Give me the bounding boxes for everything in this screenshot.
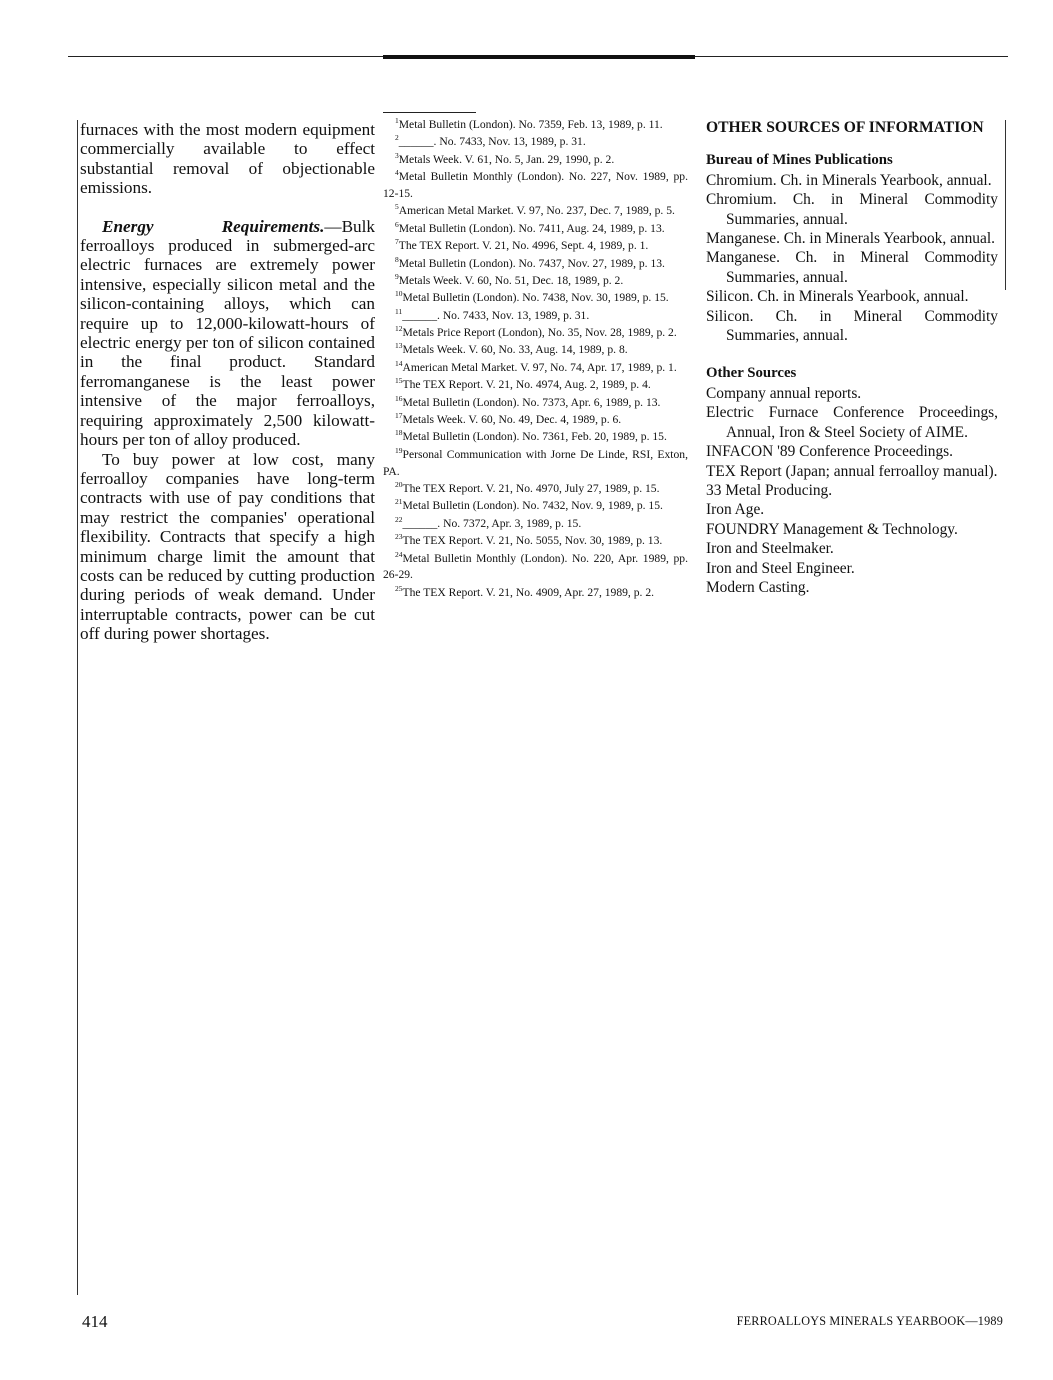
footnote-number: 7 <box>395 237 399 247</box>
footnote-number: 14 <box>395 359 403 369</box>
footnote-text: American Metal Market. V. 97, No. 237, Dec. 7, 1989, p. 5. <box>398 204 675 218</box>
footnote-text: Metal Bulletin (London). No. 7432, Nov. 9, 1989, p. 15. <box>402 499 663 513</box>
footnote-number: 23 <box>395 532 403 542</box>
source-entry: Manganese. Ch. in Minerals Yearbook, annual. <box>706 230 995 248</box>
footnote-text: Metals Week. V. 60, No. 51, Dec. 18, 1989, p. 2. <box>398 273 624 287</box>
footnote <box>383 203 688 220</box>
bureau-list <box>706 171 998 346</box>
source-entry: Iron and Steel Engineer. <box>706 559 855 577</box>
page-number: 414 <box>82 1312 108 1331</box>
footnote-number: 21 <box>395 497 403 507</box>
paragraph-power-contracts: To buy power at low cost, many ferroalloy companies have long-term contracts with use of pay conditions that may restrict the companies' operational flexibility. Contracts that specify a high minimum charge limit the amount that costs can be reduced by cutting production during periods of weak demand. Under interruptable contracts, power can be cut off during power shortages. <box>80 449 375 644</box>
footnote <box>383 256 688 273</box>
source-entry: Silicon. Ch. in Mineral Commodity Summaries, annual. <box>706 307 998 345</box>
footnote-number: 17 <box>395 411 403 421</box>
footnote-number: 4 <box>395 168 399 178</box>
footnote-text: American Metal Market. V. 97, No. 74, Apr. 17, 1989, p. 1. <box>402 360 677 374</box>
footnote-text: Metal Bulletin Monthly (London). No. 227, Nov. 1989, pp. 12-15. <box>383 170 688 200</box>
footnote-number: 2 <box>395 133 399 143</box>
source-entry: Electric Furnace Conference Proceedings, Annual, Iron & Steel Society of AIME. <box>706 404 998 441</box>
source-entry: Manganese. Ch. in Mineral Commodity Summaries, annual. <box>706 249 998 286</box>
footnote <box>383 325 688 342</box>
footnote-text: The TEX Report. V. 21, No. 5055, Nov. 30, 1989, p. 13. <box>402 534 663 548</box>
footnote <box>383 429 688 446</box>
footnote <box>383 221 688 238</box>
footnote-text: Metal Bulletin (London). No. 7411, Aug. 24, 1989, p. 13. <box>398 221 665 235</box>
footnote-text: ______. No. 7433, Nov. 13, 1989, p. 31. <box>402 308 590 322</box>
source-entry: 33 Metal Producing. <box>706 481 833 499</box>
footnote-text: Personal Communication with Jorne De Linde, RSI, Exton, PA. <box>383 447 688 478</box>
paragraph-emissions: furnaces with the most modern equipment commercially available to effect substantial removal of objectionable emissions. <box>80 120 375 198</box>
footnote-number: 25 <box>395 583 403 593</box>
footnote-text: Metal Bulletin Monthly (London). No. 220, Apr. 1989, pp. 26-29. <box>383 551 688 582</box>
footnote-number: 24 <box>395 549 403 559</box>
source-entry: TEX Report (Japan; annual ferroalloy manual). <box>706 462 998 480</box>
footnote <box>383 481 688 498</box>
footnote-number: 5 <box>395 202 399 212</box>
top-rule-accent <box>383 55 695 59</box>
run-in-heading: Energy Requirements. <box>102 216 325 236</box>
footnote-text: ______. No. 7372, Apr. 3, 1989, p. 15. <box>402 516 582 530</box>
footnote <box>383 585 688 602</box>
source-entry: Iron Age. <box>706 501 765 519</box>
footnote-number: 19 <box>395 445 403 455</box>
footnote <box>383 134 688 151</box>
other-heading: Other Sources <box>706 365 797 382</box>
footnote <box>383 117 688 134</box>
footnote <box>383 152 688 169</box>
footnote-text: Metals Week. V. 61, No. 5, Jan. 29, 1990, p. 2. <box>398 152 615 166</box>
footnote-number: 8 <box>395 254 399 264</box>
footnote-text: The TEX Report. V. 21, No. 4909, Apr. 27, 1989, p. 2. <box>402 585 655 599</box>
footnote <box>383 342 688 359</box>
footnote <box>383 516 688 533</box>
footnote <box>383 308 688 325</box>
footnote-text: Metal Bulletin (London). No. 7438, Nov. 30, 1989, p. 15. <box>402 291 669 305</box>
running-footer: FERROALLOYS MINERALS YEARBOOK—1989 <box>736 1314 1003 1328</box>
footnote <box>383 551 688 585</box>
footnote-number: 9 <box>395 272 399 282</box>
footnote-number: 10 <box>395 289 403 299</box>
footnote <box>383 533 688 550</box>
footnote-text: The TEX Report. V. 21, No. 4996, Sept. 4, 1989, p. 1. <box>398 239 649 253</box>
source-entry: Chromium. Ch. in Mineral Commodity Summaries, annual. <box>706 191 998 228</box>
footnote-text: Metals Week. V. 60, No. 49, Dec. 4, 1989, p. 6. <box>402 413 622 427</box>
footnote-rule <box>383 112 476 113</box>
footnote <box>383 412 688 429</box>
source-entry: Silicon. Ch. in Minerals Yearbook, annual. <box>706 288 969 306</box>
footnote-number: 16 <box>395 393 403 403</box>
footnote-number: 15 <box>395 376 403 386</box>
footnote-number: 22 <box>395 514 403 524</box>
source-entry: Modern Casting. <box>706 578 810 596</box>
footnote <box>383 395 688 412</box>
footnote-text: Metal Bulletin (London). No. 7437, Nov. 27, 1989, p. 13. <box>398 256 665 270</box>
footnotes-column <box>383 112 688 602</box>
source-entry: INFACON '89 Conference Proceedings. <box>706 443 953 461</box>
footnote <box>383 377 688 394</box>
footnote-text: Metals Week. V. 60, No. 33, Aug. 14, 1989, p. 8. <box>402 343 628 357</box>
footnote-text: Metal Bulletin (London). No. 7359, Feb. 13, 1989, p. 11. <box>398 118 663 131</box>
footnote-number: 11 <box>395 306 403 316</box>
footnote <box>383 498 688 515</box>
footnote-number: 6 <box>395 219 399 229</box>
source-entry: FOUNDRY Management & Technology. <box>706 520 958 538</box>
right-margin-rule <box>1005 120 1006 290</box>
footnote-number: 3 <box>395 150 399 160</box>
footnote-list <box>383 117 688 602</box>
footnote <box>383 273 688 290</box>
footnote <box>383 447 688 481</box>
footnote-number: 1 <box>395 116 399 126</box>
footnote-text: Metal Bulletin (London). No. 7373, Apr. 6, 1989, p. 13. <box>402 395 661 409</box>
section-heading: OTHER SOURCES OF INFORMATION <box>706 119 984 136</box>
body-column <box>80 120 375 644</box>
bureau-heading: Bureau of Mines Publications <box>706 152 893 169</box>
footnote <box>383 360 688 377</box>
other-list <box>706 384 998 597</box>
footnote-text: Metals Price Report (London), No. 35, Nov. 28, 1989, p. 2. <box>402 326 677 340</box>
footnote <box>383 290 688 307</box>
left-margin-rule <box>77 120 78 1295</box>
paragraph-energy-requirements <box>80 217 375 450</box>
paragraph-energy-body: —Bulk ferroalloys produced in submerged-arc electric furnaces are extremely power intensive, especially silicon metal and the silicon-containing alloys, which can require up to 12,000-kilowatt-hours of electric energy per ton of silicon contained in the final product. Standard ferromanganese is the least power intensive of the major ferroalloys, requiring approximately 2,500 kilowatt-hours per ton of alloy produced. <box>80 216 375 450</box>
footnote-text: The TEX Report. V. 21, No. 4974, Aug. 2, 1989, p. 4. <box>402 378 651 392</box>
footnote-number: 13 <box>395 341 403 351</box>
source-entry: Company annual reports. <box>706 384 862 402</box>
footnote-text: Metal Bulletin (London). No. 7361, Feb. 20, 1989, p. 15. <box>402 430 667 444</box>
footnote-text: The TEX Report. V. 21, No. 4970, July 27, 1989, p. 15. <box>402 482 660 496</box>
source-entry: Chromium. Ch. in Minerals Yearbook, annual. <box>706 171 992 189</box>
footnote-number: 18 <box>395 428 403 438</box>
source-entry: Iron and Steelmaker. <box>706 540 834 558</box>
footnote <box>383 169 688 203</box>
footnote-text: ______. No. 7433, Nov. 13, 1989, p. 31. <box>398 135 586 149</box>
other-sources-column <box>706 118 998 597</box>
footnote-number: 20 <box>395 480 403 490</box>
footnote-number: 12 <box>395 324 403 334</box>
footnote <box>383 238 688 255</box>
